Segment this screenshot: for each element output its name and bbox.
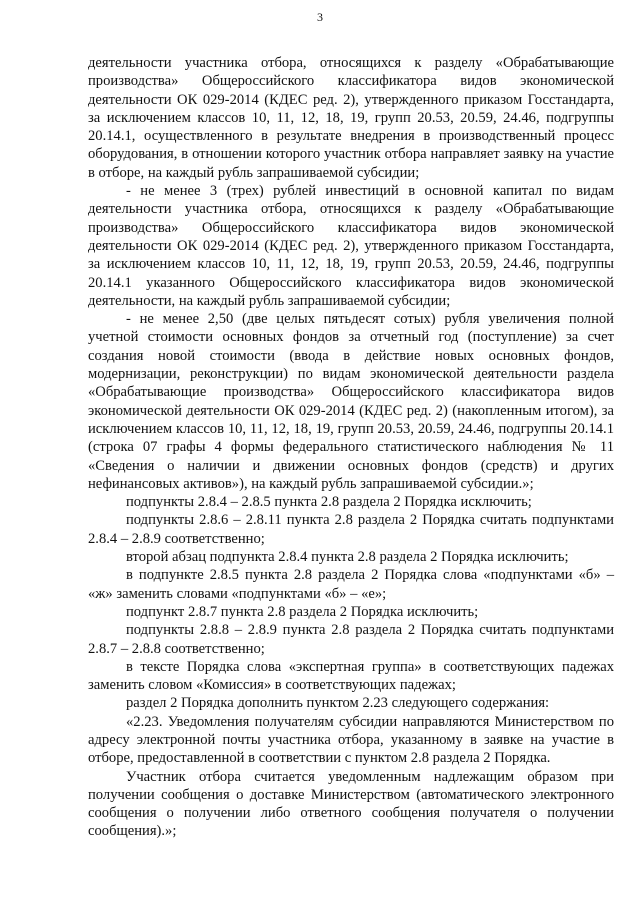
paragraph-clause-223-text: «2.23. Уведомления получателям субсидии направляются Министерством по адресу электронной почты участника отбора, указанному в заявке на участие в отборе, предоставленной в соответствии с пунктом 2.8 раздела 2 Порядка. (88, 713, 614, 767)
document-body (88, 54, 614, 841)
paragraph-renumber-288-289: подпункты 2.8.8 – 2.8.9 пункта 2.8 раздела 2 Порядка считать подпунктами 2.8.7 – 2.8.8 соответственно; (88, 622, 614, 657)
paragraph-renumber-subclauses: подпункты 2.8.6 – 2.8.11 пункта 2.8 раздела 2 Порядка считать подпунктами 2.8.4 – 2.8.9 соответственно; (88, 512, 614, 547)
paragraph-investment-condition: - не менее 3 (трех) рублей инвестиций в основной капитал по видам деятельности участника отбора, относящихся к разделу «Обрабатывающие производства» Общероссийского классификатора видов экономической деятельности ОК 029-2014 (КДЕС ред. 2), утвержденного приказом Госстандарта, за исключением классов 10, 11, 12, 18, 19, групп 20.53, 20.59, 24.46, подгруппы 20.14.1 указанного Общероссийского классификатора видов экономической деятельности, на каждый рубль запрашиваемой субсидии; (88, 183, 614, 309)
paragraph-participant-notified: Участник отбора считается уведомленным надлежащим образом при получении сообщения о доставке Министерством (автоматического электронного сообщения о получении либо ответного сообщения получателя о получении сообщения).»; (88, 768, 614, 840)
paragraph-exclude-subclause-287: подпункт 2.8.7 пункта 2.8 раздела 2 Порядка исключить; (126, 603, 479, 620)
paragraph-replace-words: в подпункте 2.8.5 пункта 2.8 раздела 2 Порядка слова «подпунктами «б» – «ж» заменить словами «подпунктами «б» – «е»; (88, 567, 614, 602)
paragraph-fixed-assets-condition: - не менее 2,50 (две целых пятьдесят сотых) рубля увеличения полной учетной стоимости основных фондов за отчетный год (поступление) за счет создания новой стоимости (ввода в действие новых основных фондов, модернизации, реконструкции) по видам экономической деятельности раздела «Обрабатывающие производства» Общероссийского классификатора видов экономической деятельности ОК 029-2014 (КДЕС ред. 2) (накопленным итогом), за исключением классов 10, 11, 12, 18, 19, групп 20.53, 20.59, 24.46, подгруппы 20.14.1 (строка 07 графы 4 формы федерального статистического наблюдения № 11 «Сведения о наличии и движении основных фондов (средств) и других нефинансовых активов»), на каждый рубль запрашиваемой субсидии.»; (88, 311, 614, 492)
paragraph-exclude-subclauses: подпункты 2.8.4 – 2.8.5 пункта 2.8 раздела 2 Порядка исключить; (126, 494, 532, 511)
paragraph-add-clause-223: раздел 2 Порядка дополнить пунктом 2.23 следующего содержания: (126, 695, 550, 712)
page-number: 3 (317, 10, 323, 24)
paragraph-exclude-second-paragraph: второй абзац подпункта 2.8.4 пункта 2.8 раздела 2 Порядка исключить; (126, 549, 569, 566)
paragraph-continuation: деятельности участника отбора, относящихся к разделу «Обрабатывающие производства» Общероссийского классификатора видов экономической деятельности ОК 029-2014 (КДЕС ред. 2), утвержденного приказом Госстандарта, за исключением классов 10, 11, 12, 18, 19, групп 20.53, 20.59, 24.46, подгруппы 20.14.1, осуществленного в результате внедрения в производственный процесс оборудования, в отношении которого участник отбора направляет заявку на участие в отборе, на каждый рубль запрашиваемой субсидии; (88, 55, 614, 181)
paragraph-replace-expert-group: в тексте Порядка слова «экспертная группа» в соответствующих падежах заменить словом «Комиссия» в соответствующих падежах; (88, 658, 614, 694)
